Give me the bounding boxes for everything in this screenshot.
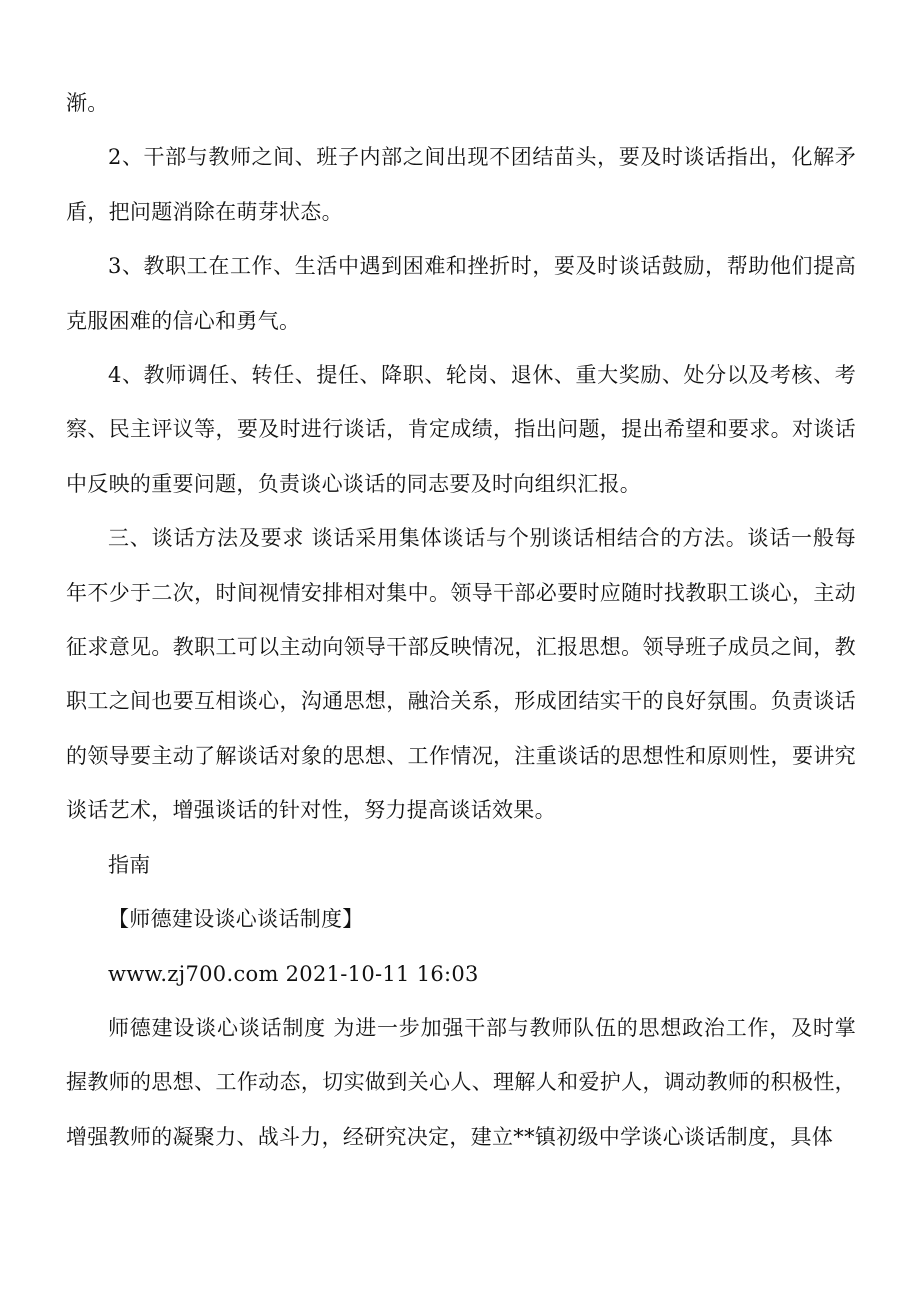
paragraph-item-2: 2、干部与教师之间、班子内部之间出现不团结苗头，要及时谈话指出，化解矛盾，把问题消除在萌芽状态。 (66, 145, 856, 224)
paragraph-source-date: www.zj700.com 2021-10-11 16:03 (108, 961, 479, 986)
paragraph-continuation: 渐。 (66, 91, 109, 115)
paragraph-item-4: 4、教师调任、转任、提任、降职、轮岗、退休、重大奖励、处分以及考核、考察、民主评议等，要及时进行谈话，肯定成绩，指出问题，提出希望和要求。对谈话中反映的重要问题，负责谈心谈话的同志要及时向组织汇报。 (66, 363, 856, 496)
document-body (66, 76, 856, 1164)
paragraph-article-intro: 师德建设谈心谈话制度 为进一步加强干部与教师队伍的思想政治工作，及时掌握教师的思想、工作动态，切实做到关心人、理解人和爱护人，调动教师的积极性，增强教师的凝聚力、战斗力，经研究决定，建立**镇初级中学谈心谈话制度，具体 (66, 1015, 856, 1149)
paragraph-article-title: 【师德建设谈心谈话制度】 (108, 907, 364, 932)
paragraph-section-3-methods: 三、谈话方法及要求 谈话采用集体谈话与个别谈话相结合的方法。谈话一般每年不少于二次，时间视情安排相对集中。领导干部必要时应随时找教职工谈心，主动征求意见。教职工可以主动向领导干部反映情况，汇报思想。领导班子成员之间，教职工之间也要互相谈心，沟通思想，融洽关系，形成团结实干的良好氛围。负责谈话的领导要主动了解谈话对象的思想、工作情况，注重谈话的思想性和原则性，要讲究谈话艺术，增强谈话的针对性，努力提高谈话效果。 (66, 526, 856, 823)
paragraph-item-3: 3、教职工在工作、生活中遇到困难和挫折时，要及时谈话鼓励，帮助他们提高克服困难的信心和勇气。 (66, 254, 856, 333)
paragraph-guide-label: 指南 (108, 852, 151, 877)
